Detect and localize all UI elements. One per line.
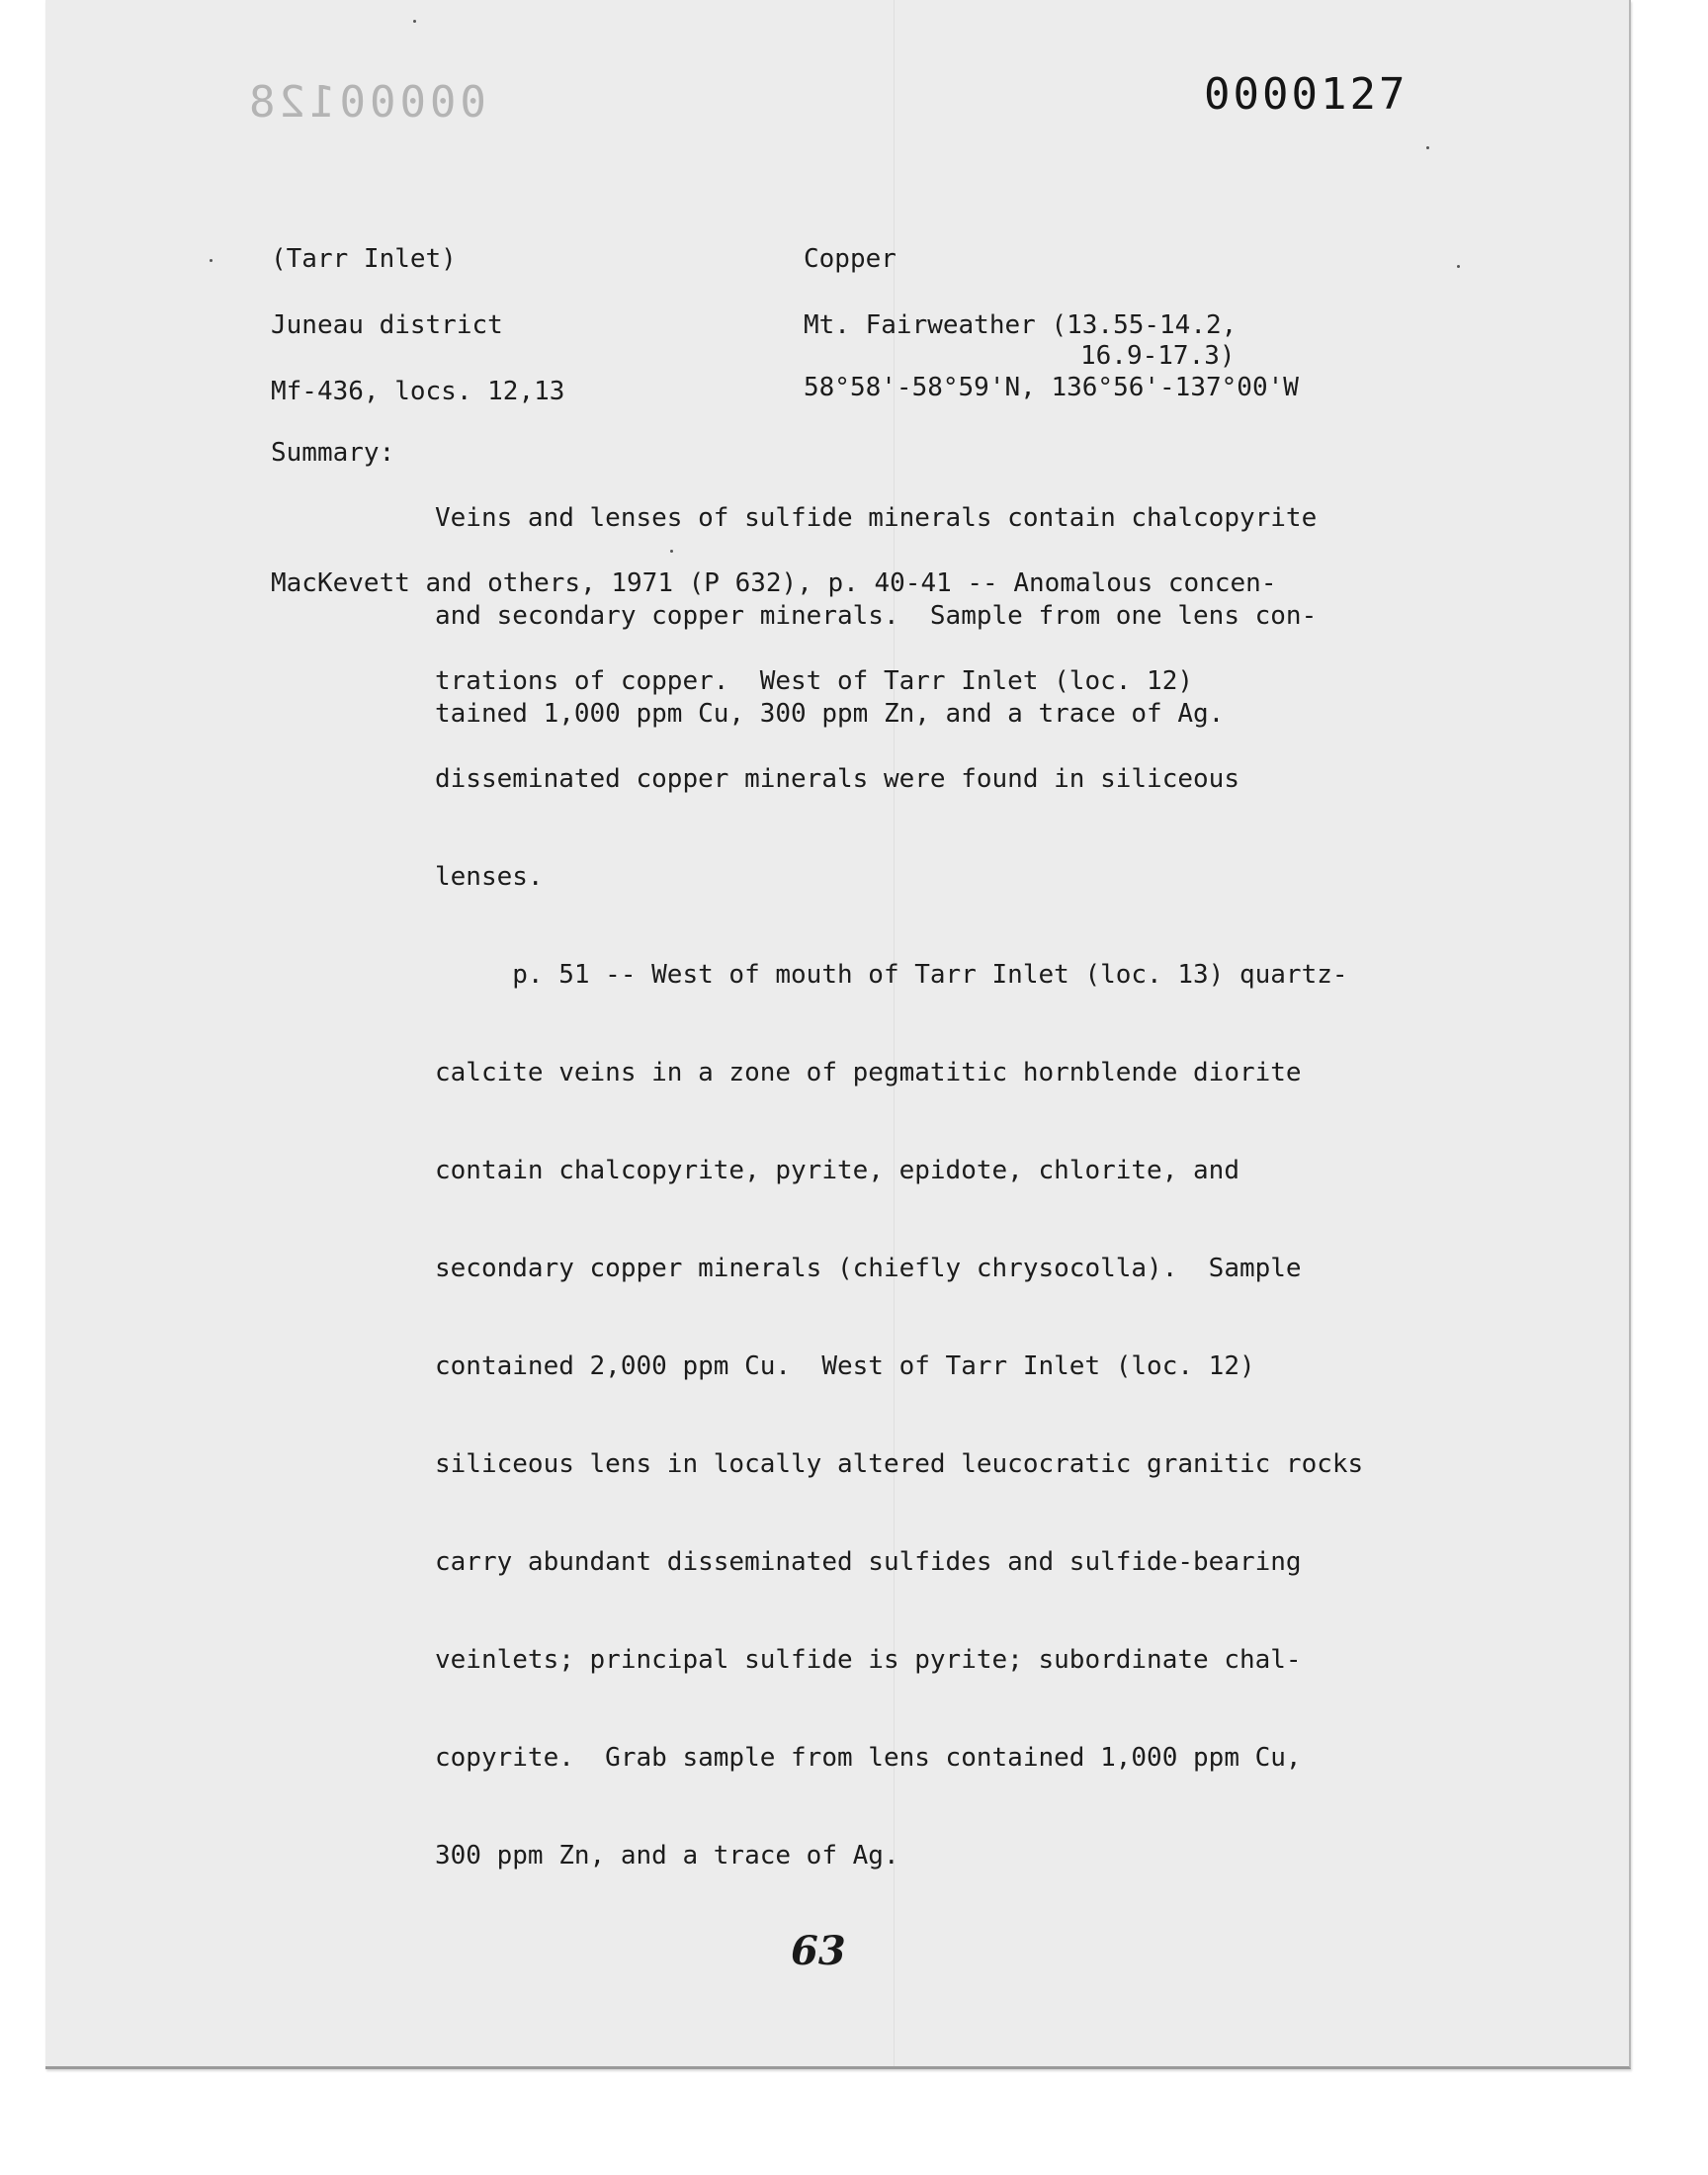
reference-line: lenses. bbox=[435, 862, 544, 892]
page-number: 63 bbox=[791, 1928, 846, 1974]
summary-line: tained 1,000 ppm Cu, 300 ppm Zn, and a trace of Ag. bbox=[435, 699, 1225, 729]
map-reference: Mf-436, locs. 12,13 bbox=[271, 377, 565, 406]
stray-mark bbox=[413, 20, 416, 23]
bleed-through-number: 00000128 bbox=[245, 77, 486, 128]
quadrangle-line-1: Mt. Fairweather (13.55-14.2, bbox=[804, 310, 1238, 340]
reference-line: p. 51 -- West of mouth of Tarr Inlet (loc. 13) quartz- bbox=[435, 960, 1348, 990]
stray-mark bbox=[1426, 146, 1429, 149]
summary-line: and secondary copper minerals. Sample from one lens con- bbox=[435, 601, 1318, 631]
reference-line: calcite veins in a zone of pegmatitic hornblende diorite bbox=[435, 1058, 1302, 1088]
stray-mark bbox=[210, 259, 213, 262]
commodity: Copper bbox=[804, 244, 897, 274]
record-name: (Tarr Inlet) bbox=[271, 244, 457, 274]
reference-line: veinlets; principal sulfide is pyrite; subordinate chal- bbox=[435, 1645, 1302, 1675]
reference-line: copyrite. Grab sample from lens contained 1,000 ppm Cu, bbox=[435, 1743, 1302, 1773]
reference-line: 300 ppm Zn, and a trace of Ag. bbox=[435, 1841, 899, 1870]
reference-line: siliceous lens in locally altered leucocratic granitic rocks bbox=[435, 1449, 1364, 1479]
reference-line: secondary copper minerals (chiefly chrysocolla). Sample bbox=[435, 1254, 1302, 1283]
reference-line: contain chalcopyrite, pyrite, epidote, chlorite, and bbox=[435, 1156, 1239, 1185]
reference-line: contained 2,000 ppm Cu. West of Tarr Inlet (loc. 12) bbox=[435, 1351, 1255, 1381]
reference-text bbox=[435, 600, 1363, 1905]
district: Juneau district bbox=[271, 310, 503, 340]
reference-first-line: MacKevett and others, 1971 (P 632), p. 40-41 -- Anomalous concen- bbox=[271, 568, 1277, 598]
reference-line: trations of copper. West of Tarr Inlet (loc. 12) bbox=[435, 666, 1194, 696]
stray-mark bbox=[1457, 265, 1460, 268]
coordinates: 58°58'-58°59'N, 136°56'-137°00'W bbox=[804, 373, 1299, 402]
stray-mark bbox=[670, 550, 673, 553]
summary-label: Summary: bbox=[271, 438, 395, 468]
document-number: 0000127 bbox=[1204, 69, 1409, 120]
quadrangle-line-2: 16.9-17.3) bbox=[1080, 341, 1236, 371]
summary-line: Veins and lenses of sulfide minerals contain chalcopyrite bbox=[435, 503, 1318, 533]
reference-line: carry abundant disseminated sulfides and sulfide-bearing bbox=[435, 1547, 1302, 1577]
reference-line: disseminated copper minerals were found in siliceous bbox=[435, 764, 1239, 794]
